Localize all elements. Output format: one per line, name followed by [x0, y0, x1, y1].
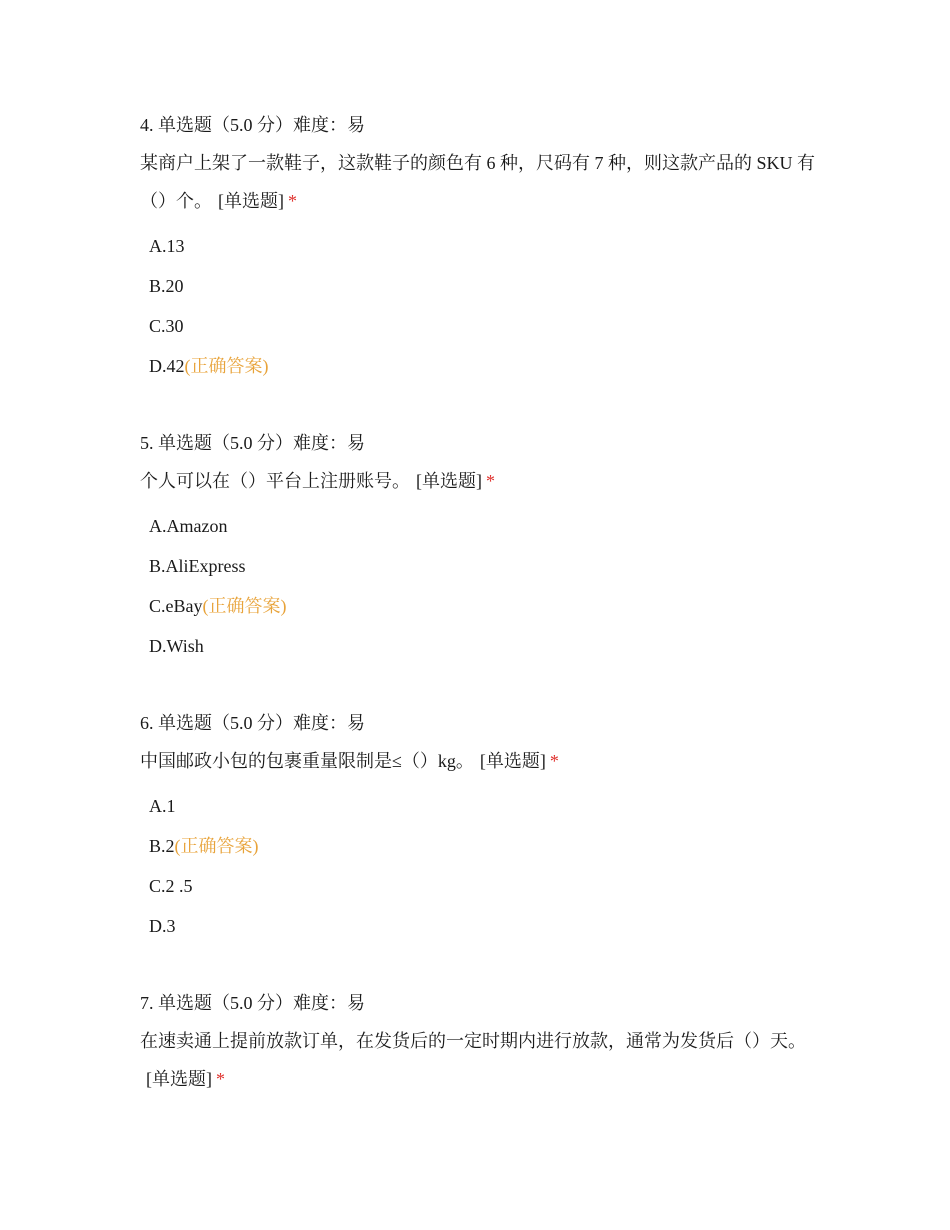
question-text: 在速卖通上提前放款订单，在发货后的一定时期内进行放款，通常为发货后（）天。 [140, 1031, 806, 1051]
required-mark: * [216, 1069, 225, 1089]
option-a[interactable] [149, 506, 820, 546]
question-text: 某商户上架了一款鞋子，这款鞋子的颜色有 6 种，尺码有 7 种，则这款产品的 SKU 有（）个。 [140, 153, 816, 211]
option-text: C.eBay [149, 596, 203, 616]
option-c[interactable] [149, 866, 820, 906]
question-stem [140, 1022, 820, 1098]
option-text: D.Wish [149, 636, 204, 656]
question-4 [140, 106, 820, 386]
options-list [140, 226, 820, 386]
option-text: C.2 .5 [149, 876, 193, 896]
option-text: A.Amazon [149, 516, 228, 536]
option-text: B.2 [149, 836, 175, 856]
option-c[interactable] [149, 306, 820, 346]
question-stem [140, 144, 820, 220]
option-text: D.3 [149, 916, 176, 936]
question-stem [140, 462, 820, 500]
option-a[interactable] [149, 226, 820, 266]
option-d[interactable] [149, 346, 820, 386]
option-text: B.20 [149, 276, 184, 296]
option-a[interactable] [149, 786, 820, 826]
question-6 [140, 704, 820, 946]
option-text: B.AliExpress [149, 556, 246, 576]
question-type-label: [单选题] [218, 191, 284, 211]
question-header: 4. 单选题（5.0 分）难度：易 [140, 115, 365, 135]
option-d[interactable] [149, 906, 820, 946]
option-d[interactable] [149, 626, 820, 666]
option-text: C.30 [149, 316, 184, 336]
correct-answer-label: (正确答案) [184, 356, 269, 376]
question-type-label: [单选题] [416, 471, 482, 491]
option-b[interactable] [149, 546, 820, 586]
option-c[interactable] [149, 586, 820, 626]
question-header: 6. 单选题（5.0 分）难度：易 [140, 713, 365, 733]
correct-answer-label: (正确答案) [174, 836, 259, 856]
options-list [140, 786, 820, 946]
question-header: 5. 单选题（5.0 分）难度：易 [140, 433, 365, 453]
required-mark: * [549, 751, 559, 771]
question-header: 7. 单选题（5.0 分）难度：易 [140, 993, 365, 1013]
option-text: A.1 [149, 796, 176, 816]
options-list [140, 506, 820, 666]
required-mark: * [486, 471, 495, 491]
correct-answer-label: (正确答案) [202, 596, 287, 616]
question-7 [140, 984, 820, 1098]
question-stem [140, 742, 820, 780]
required-mark: * [288, 191, 297, 211]
question-type-label: [单选题] [479, 751, 546, 771]
question-5 [140, 424, 820, 666]
question-text: 中国邮政小包的包裹重量限制是≤（）kg。 [140, 751, 474, 771]
question-type-label: [单选题] [146, 1069, 212, 1089]
question-text: 个人可以在（）平台上注册账号。 [140, 471, 410, 491]
option-b[interactable] [149, 826, 820, 866]
option-text: D.42 [149, 356, 185, 376]
option-b[interactable] [149, 266, 820, 306]
option-text: A.13 [149, 236, 185, 256]
